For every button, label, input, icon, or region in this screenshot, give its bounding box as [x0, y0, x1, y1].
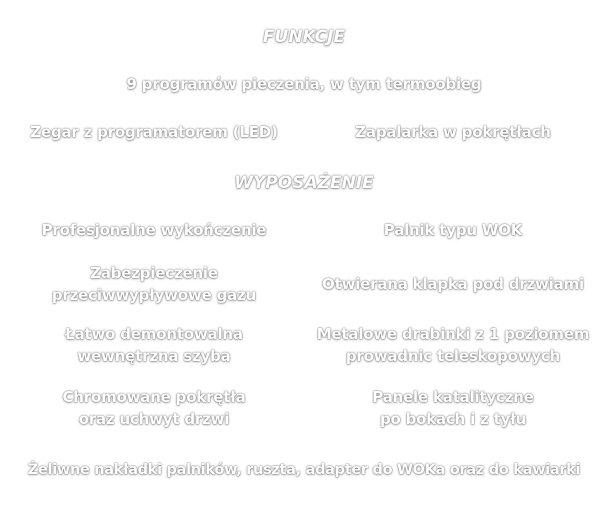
feature-wok-burner: Palnik typu WOK	[383, 221, 523, 239]
feature-racks-line1: Metalowe drabinki z 1 poziomem	[316, 325, 590, 343]
feature-clock: Zegar z programatorem (LED)	[30, 123, 278, 141]
feature-gas-safety	[20, 262, 288, 306]
feature-glass-line1: Łatwo demontowalna	[65, 325, 243, 343]
section-heading-wyposazenie: WYPOSAŻENIE	[234, 173, 374, 193]
feature-ignition: Zapalarka w pokrętłach	[355, 123, 551, 141]
feature-knobs-line2: oraz uchwyt drzwi	[78, 410, 230, 428]
feature-knobs	[20, 386, 288, 430]
feature-racks	[308, 323, 598, 367]
feature-glass-line2: wewnętrzna szyba	[77, 347, 231, 365]
feature-catalytic-line2: po bokach i z tyłu	[379, 410, 527, 428]
section-heading-funkcje: FUNKCJE	[262, 27, 346, 47]
feature-programs: 9 programów pieczenia, w tym termoobieg	[126, 75, 482, 93]
feature-door-flap: Otwierana klapka pod drzwiami	[322, 275, 584, 293]
feature-knobs-line1: Chromowane pokrętła	[62, 388, 246, 406]
feature-finish: Profesjonalne wykończenie	[41, 221, 267, 239]
feature-accessories: Żeliwne nakładki palników, ruszta, adapter do WOKa oraz do kawiarki	[27, 462, 581, 478]
feature-gas-safety-line1: Zabezpieczenie	[90, 264, 218, 282]
feature-glass	[20, 323, 288, 367]
feature-catalytic	[308, 386, 598, 430]
feature-gas-safety-line2: przeciwwypływowe gazu	[51, 286, 257, 304]
feature-racks-line2: prowadnic teleskopowych	[345, 347, 561, 365]
feature-catalytic-line1: Panele katalityczne	[372, 388, 534, 406]
